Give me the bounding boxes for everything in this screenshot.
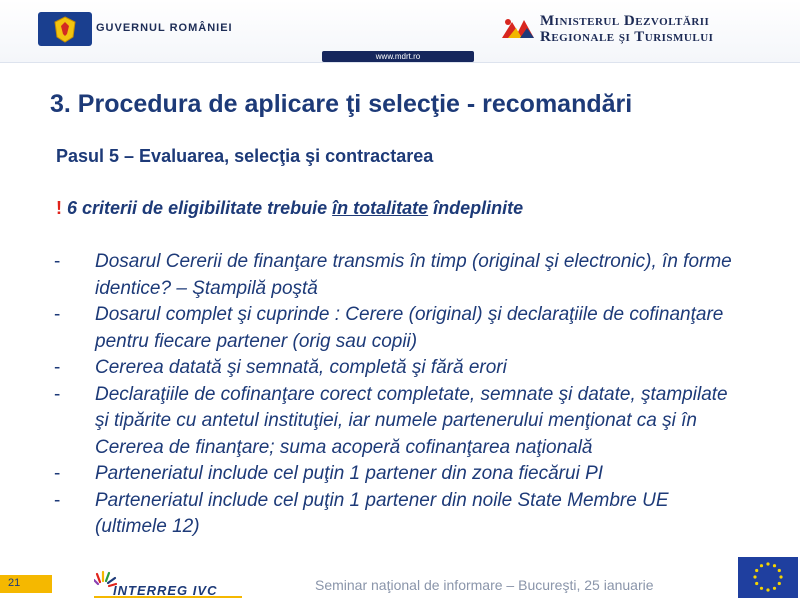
list-item: [54, 302, 744, 355]
criteria-text-before: 6 criterii de eligibilitate trebuie: [67, 198, 328, 218]
list-item-text: Parteneriatul include cel puţin 1 partener din zona fiecărui PI: [95, 463, 604, 484]
ministry-name-line2: Regionale şi Turismului: [540, 29, 714, 45]
list-item: [54, 488, 744, 541]
ministry-name-line1: Ministerul Dezvoltării: [540, 13, 710, 29]
list-item: [54, 249, 744, 302]
list-item: [54, 382, 744, 462]
romania-coat-of-arms-icon: [38, 12, 92, 46]
exclamation-mark: !: [56, 198, 62, 218]
step-title: Pasul 5 – Evaluarea, selecţia şi contractarea: [56, 146, 434, 166]
list-item-text: Dosarul complet şi cuprinde : Cerere (original) şi declaraţiile de cofinanţare pentru fiecare partener (orig sau copii): [95, 304, 724, 352]
seminar-footer-text: Seminar naţional de informare – Bucureşti, 25 ianuarie: [315, 577, 654, 593]
interreg-label: INTERREG IVC: [113, 583, 218, 598]
list-item-text: Cererea datată şi semnată, completă şi fără erori: [95, 357, 507, 378]
bullet-dash: -: [54, 383, 61, 405]
page-number-badge: [0, 575, 52, 593]
bullet-dash: -: [54, 357, 61, 378]
slide-header: [0, 0, 800, 63]
list-item: [54, 461, 744, 488]
list-item-text: Dosarul Cererii de finanţare transmis în timp (original şi electronic), în forme identice? – Ştampilă poştă: [95, 251, 732, 299]
government-name: GUVERNUL ROMÂNIEI: [96, 22, 233, 34]
page-number: 21: [8, 577, 21, 589]
website-url[interactable]: www.mdrt.ro: [322, 51, 474, 62]
eligibility-criteria-list: [54, 249, 744, 541]
eu-flag-icon: [738, 557, 798, 598]
list-item-text: Parteneriatul include cel puţin 1 partener din noile State Membre UE (ultimele 12): [95, 489, 669, 537]
criteria-text-underlined: în totalitate: [332, 198, 429, 218]
criteria-heading: [56, 198, 523, 219]
list-item: [54, 355, 744, 382]
bullet-dash: -: [54, 463, 61, 484]
bullet-dash: -: [54, 304, 61, 325]
ministry-name: [540, 13, 790, 45]
list-item-text: Declaraţiile de cofinanţare corect completate, semnate şi datate, ştampilate şi tipărite cu antetul instituţiei, iar numele partenerului menţionat ca şi în Cererea de finanţare; suma acoperă cofinanţarea naţională: [95, 383, 728, 458]
bullet-dash: -: [54, 251, 61, 272]
criteria-text-after: îndeplinite: [433, 198, 524, 218]
slide-title: 3. Procedura de aplicare ţi selecţie - recomandări: [50, 90, 633, 118]
ministry-logo-icon: [500, 16, 540, 42]
bullet-dash: -: [54, 489, 61, 511]
